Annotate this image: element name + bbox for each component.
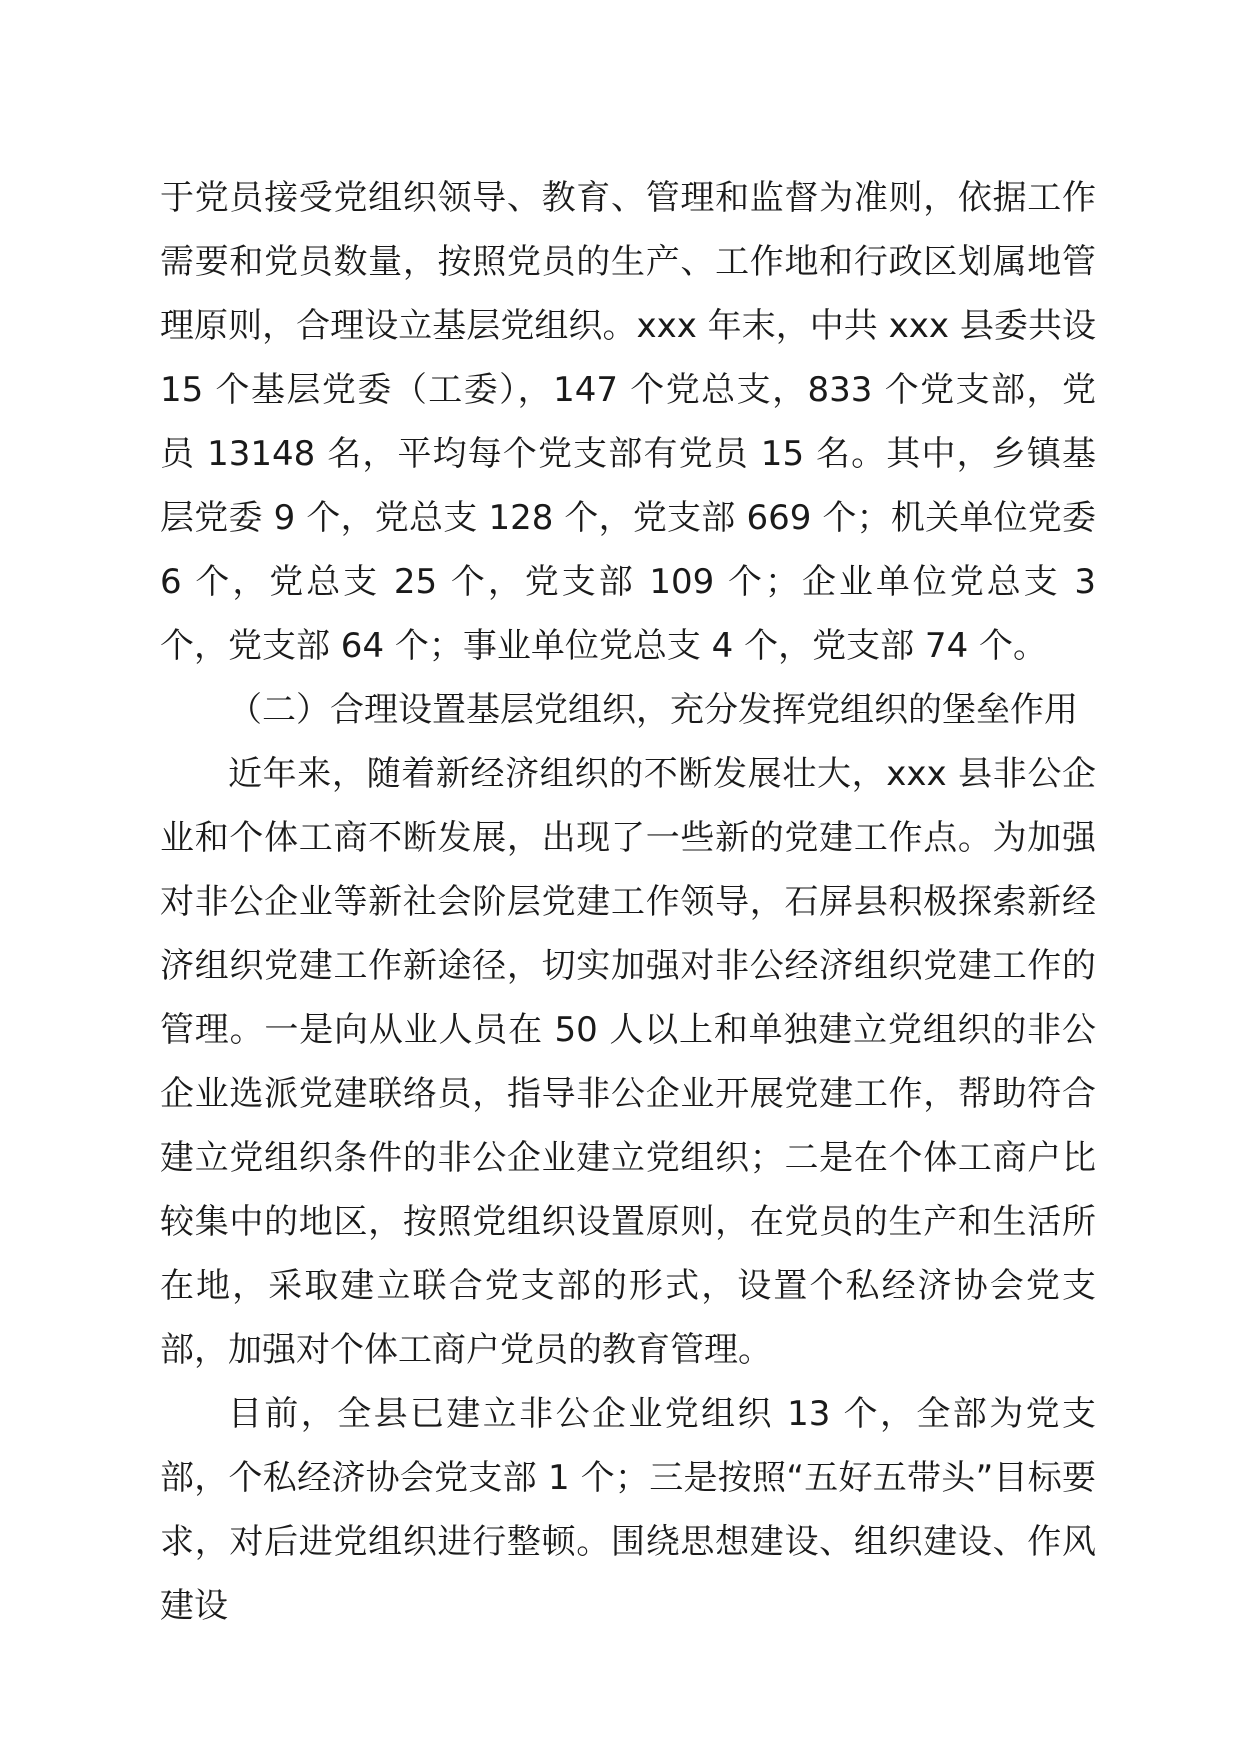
document-body xyxy=(160,166,1096,1638)
paragraph-current-status: 目前，全县已建立非公企业党组织 13 个，全部为党支部，个私经济协会党支部 1 个；三是按照“五好五带头”目标要求，对后进党组织进行整顿。围绕思想建设、组织建设、作风建设 xyxy=(160,1394,1096,1626)
section-heading: （二）合理设置基层党组织，充分发挥党组织的堡垒作用 xyxy=(228,690,1078,730)
paragraph-organization-stats: 于党员接受党组织领导、教育、管理和监督为准则，依据工作需要和党员数量，按照党员的生产、工作地和行政区划属地管理原则，合理设立基层党组织。xxx 年末，中共 xxx 县委共设 15 个基层党委（工委），147 个党总支，833 个党支部，党员 13148 名，平均每个党支部有党员 15 名。其中，乡镇基层党委 9 个，党总支 128 个，党支部 669 个；机关单位党委 6 个，党总支 25 个，党支部 109 个；企业单位党总支 3 个，党支部 64 个；事业单位党总支 4 个，党支部 74 个。 xyxy=(160,178,1096,666)
paragraph-non-public-enterprises: 近年来，随着新经济组织的不断发展壮大，xxx 县非公企业和个体工商不断发展，出现了一些新的党建工作点。为加强对非公企业等新社会阶层党建工作领导，石屏县积极探索新经济组织党建工作新途径，切实加强对非公经济组织党建工作的管理。一是向从业人员在 50 人以上和单独建立党组织的非公企业选派党建联络员，指导非公企业开展党建工作，帮助符合建立党组织条件的非公企业建立党组织；二是在个体工商户比较集中的地区，按照党组织设置原则，在党员的生产和生活所在地，采取建立联合党支部的形式，设置个私经济协会党支部，加强对个体工商户党员的教育管理。 xyxy=(160,754,1096,1370)
